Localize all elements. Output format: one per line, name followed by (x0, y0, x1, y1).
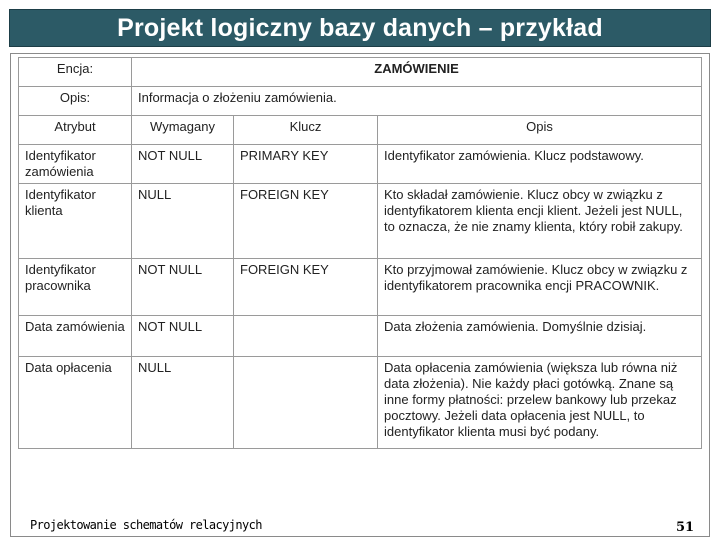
required-cell: NULL (132, 184, 234, 259)
header-key: Klucz (234, 116, 378, 145)
description-label: Opis: (19, 87, 132, 116)
entity-name: ZAMÓWIENIE (132, 58, 702, 87)
key-cell: FOREIGN KEY (234, 259, 378, 316)
header-row (19, 116, 702, 145)
required-cell: NOT NULL (132, 145, 234, 184)
attribute-cell: Data opłacenia (19, 357, 132, 449)
page-number: 51 (676, 520, 695, 535)
description-cell: Kto składał zamówienie. Klucz obcy w związku z identyfikatorem klienta encji klient. Jeżeli jest NULL, to oznacza, że nie znamy klienta, który robił zakupy. (378, 184, 702, 259)
header-required: Wymagany (132, 116, 234, 145)
entity-row (19, 58, 702, 87)
header-description: Opis (378, 116, 702, 145)
required-cell: NOT NULL (132, 259, 234, 316)
footer-text: Projektowanie schematów relacyjnych (30, 518, 262, 532)
slide-title-bar (9, 9, 711, 47)
description-cell: Kto przyjmował zamówienie. Klucz obcy w związku z identyfikatorem pracownika encji PRACOWNIK. (378, 259, 702, 316)
table-row (19, 357, 702, 449)
attribute-cell: Data zamówienia (19, 316, 132, 357)
table-row (19, 145, 702, 184)
description-cell: Data opłacenia zamówienia (większa lub równa niż data złożenia). Nie każdy płaci gotówką. Znane są inne formy płatności: przelew bankowy lub przekaz pocztowy. Jeżeli data opłacenia jest NULL, to identyfikator klienta musi być podany. (378, 357, 702, 449)
attribute-cell: Identyfikator pracownika (19, 259, 132, 316)
key-cell (234, 357, 378, 449)
table-row (19, 316, 702, 357)
description-value: Informacja o złożeniu zamówienia. (132, 87, 702, 116)
table-row (19, 259, 702, 316)
required-cell: NULL (132, 357, 234, 449)
description-row (19, 87, 702, 116)
required-cell: NOT NULL (132, 316, 234, 357)
table-row (19, 184, 702, 259)
entity-label: Encja: (19, 58, 132, 87)
key-cell (234, 316, 378, 357)
description-cell: Identyfikator zamówienia. Klucz podstawowy. (378, 145, 702, 184)
key-cell: FOREIGN KEY (234, 184, 378, 259)
entity-spec-table (18, 57, 702, 449)
slide-title: Projekt logiczny bazy danych – przykład (117, 13, 603, 42)
header-attribute: Atrybut (19, 116, 132, 145)
key-cell: PRIMARY KEY (234, 145, 378, 184)
attribute-cell: Identyfikator klienta (19, 184, 132, 259)
description-cell: Data złożenia zamówienia. Domyślnie dzisiaj. (378, 316, 702, 357)
attribute-cell: Identyfikator zamówienia (19, 145, 132, 184)
